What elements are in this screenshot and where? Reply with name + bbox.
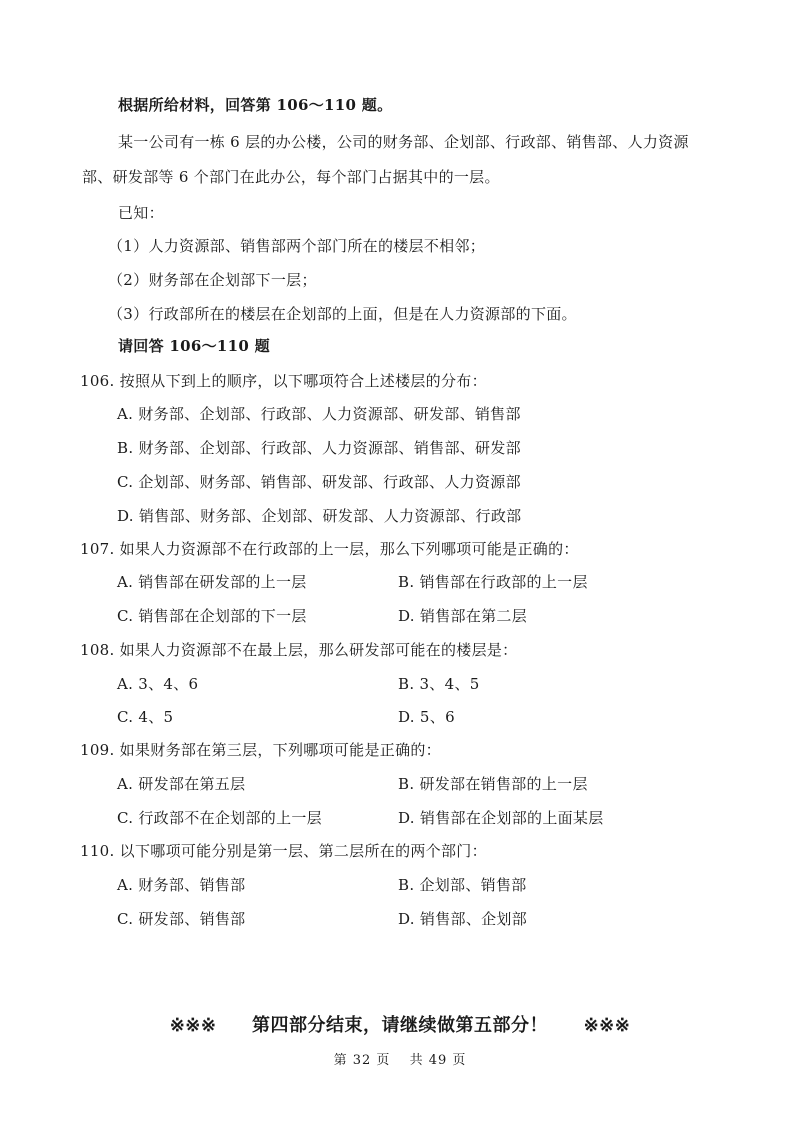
question-108-option-b: B. 3、4、5: [398, 675, 480, 693]
question-106-stem: 106. 按照从下到上的顺序，以下哪项符合上述楼层的分布：: [80, 372, 487, 390]
question-109-option-b: B. 研发部在销售部的上一层: [398, 775, 588, 793]
question-107-stem: 107. 如果人力资源部不在行政部的上一层，那么下列哪项可能是正确的：: [80, 540, 579, 558]
section-end-banner: [0, 1011, 800, 1037]
answer-prompt: 请回答 106～110 题: [118, 337, 270, 355]
question-106-option-c: C. 企划部、财务部、销售部、研发部、行政部、人力资源部: [117, 473, 521, 491]
question-107-option-d: D. 销售部在第二层: [398, 607, 528, 625]
question-110-option-a: A. 财务部、销售部: [117, 876, 246, 894]
question-108-option-d: D. 5、6: [398, 708, 455, 726]
question-107-option-b: B. 销售部在行政部的上一层: [398, 573, 588, 591]
condition-3: （3）行政部所在的楼层在企划部的上面，但是在人力资源部的下面。: [108, 305, 577, 323]
intro-line-1: 某一公司有一栋 6 层的办公楼，公司的财务部、企划部、行政部、销售部、人力资源: [118, 133, 689, 151]
question-110-stem: 110. 以下哪项可能分别是第一层、第二层所在的两个部门：: [80, 842, 487, 860]
section-end-message: 第四部分结束，请继续做第五部分！: [252, 1015, 548, 1036]
question-109-stem: 109. 如果财务部在第三层，下列哪项可能是正确的：: [80, 741, 441, 759]
question-109-option-d: D. 销售部在企划部的上面某层: [398, 809, 604, 827]
question-110-option-d: D. 销售部、企划部: [398, 910, 528, 928]
intro-line-2: 部、研发部等 6 个部门在此办公，每个部门占据其中的一层。: [82, 168, 500, 186]
question-106-option-a: A. 财务部、企划部、行政部、人力资源部、研发部、销售部: [117, 405, 521, 423]
condition-1: （1）人力资源部、销售部两个部门所在的楼层不相邻；: [108, 237, 486, 255]
known-label: 已知：: [118, 204, 164, 222]
question-108-option-a: A. 3、4、6: [117, 675, 199, 693]
question-106-option-b: B. 财务部、企划部、行政部、人力资源部、销售部、研发部: [117, 439, 521, 457]
question-109-option-c: C. 行政部不在企划部的上一层: [117, 809, 322, 827]
question-110-option-c: C. 研发部、销售部: [117, 910, 246, 928]
page-number: 第 32 页 共 49 页: [333, 1053, 467, 1068]
question-109-option-a: A. 研发部在第五层: [117, 775, 246, 793]
question-107-option-c: C. 销售部在企划部的下一层: [117, 607, 307, 625]
decorative-marks-left: ※※※: [169, 1015, 217, 1036]
condition-2: （2）财务部在企划部下一层；: [108, 271, 317, 289]
question-108-stem: 108. 如果人力资源部不在最上层，那么研发部可能在的楼层是：: [80, 641, 518, 659]
decorative-marks-right: ※※※: [583, 1015, 631, 1036]
material-heading: 根据所给材料，回答第 106～110 题。: [118, 96, 393, 114]
question-106-option-d: D. 销售部、财务部、企划部、研发部、人力资源部、行政部: [117, 507, 522, 525]
question-110-option-b: B. 企划部、销售部: [398, 876, 527, 894]
question-107-option-a: A. 销售部在研发部的上一层: [117, 573, 307, 591]
question-108-option-c: C. 4、5: [117, 708, 174, 726]
